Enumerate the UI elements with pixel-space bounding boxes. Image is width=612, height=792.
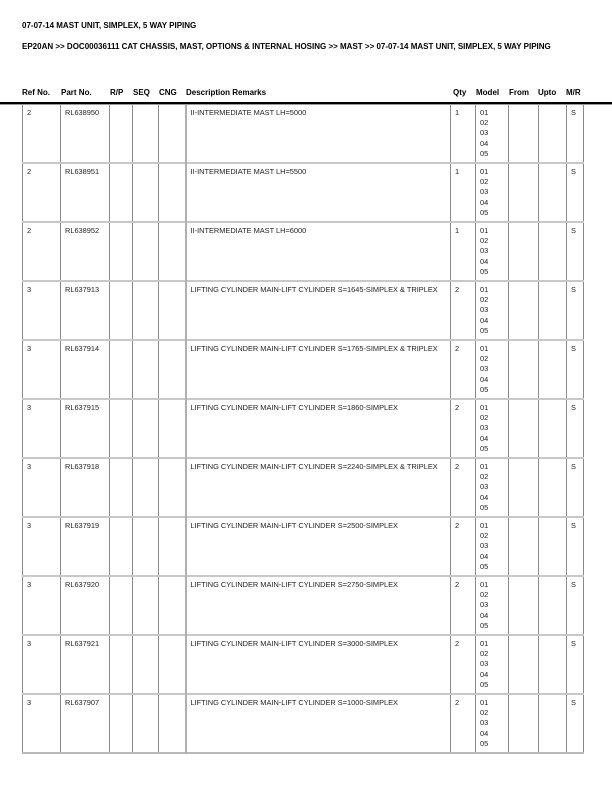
model-code: 05 bbox=[480, 738, 489, 748]
model-code: 05 bbox=[480, 325, 489, 335]
from-cell bbox=[509, 458, 539, 517]
rp-cell bbox=[110, 340, 133, 399]
column-header-from: From bbox=[509, 88, 529, 97]
model-code: 02 bbox=[480, 236, 489, 246]
model-cell bbox=[476, 635, 509, 694]
column-header-cng: CNG bbox=[159, 88, 177, 97]
cng-cell bbox=[159, 222, 186, 281]
model-code: 02 bbox=[480, 118, 489, 128]
model-code: 04 bbox=[480, 433, 489, 443]
from-cell bbox=[509, 517, 539, 576]
model-code: 02 bbox=[480, 649, 489, 659]
model-code: 01 bbox=[480, 521, 489, 530]
model-code: 04 bbox=[480, 551, 489, 561]
from-cell bbox=[509, 635, 539, 694]
mr-cell: S bbox=[567, 694, 584, 753]
table-row bbox=[23, 222, 584, 281]
description-cell: II-INTERMEDIATE MAST LH=5000 bbox=[186, 105, 451, 163]
description-cell: LIFTING CYLINDER MAIN-LIFT CYLINDER S=2500-SIMPLEX bbox=[186, 517, 451, 576]
mr-cell: S bbox=[567, 458, 584, 517]
ref-no-cell: 2 bbox=[23, 105, 61, 163]
mr-cell: S bbox=[567, 576, 584, 635]
cng-cell bbox=[159, 517, 186, 576]
model-code: 01 bbox=[480, 226, 489, 235]
table-row bbox=[23, 576, 584, 635]
upto-cell bbox=[539, 340, 567, 399]
model-code: 03 bbox=[480, 659, 489, 669]
model-code: 01 bbox=[480, 167, 489, 176]
upto-cell bbox=[539, 694, 567, 753]
part-no-cell: RL637907 bbox=[61, 694, 110, 753]
parts-table bbox=[22, 105, 584, 754]
qty-cell: 2 bbox=[451, 458, 476, 517]
seq-cell bbox=[133, 635, 159, 694]
ref-no-cell: 3 bbox=[23, 340, 61, 399]
ref-no-cell: 3 bbox=[23, 635, 61, 694]
model-code: 05 bbox=[480, 207, 489, 217]
ref-no-cell: 3 bbox=[23, 399, 61, 458]
ref-no-cell: 3 bbox=[23, 281, 61, 340]
from-cell bbox=[509, 399, 539, 458]
model-code: 04 bbox=[480, 492, 489, 502]
model-code: 05 bbox=[480, 620, 489, 630]
qty-cell: 2 bbox=[451, 694, 476, 753]
model-code: 03 bbox=[480, 600, 489, 610]
from-cell bbox=[509, 105, 539, 163]
part-no-cell: RL637914 bbox=[61, 340, 110, 399]
table-row bbox=[23, 163, 584, 222]
model-code: 02 bbox=[480, 472, 489, 482]
model-code: 02 bbox=[480, 354, 489, 364]
model-cell bbox=[476, 399, 509, 458]
model-code: 01 bbox=[480, 285, 489, 294]
ref-no-cell: 3 bbox=[23, 458, 61, 517]
model-code: 05 bbox=[480, 148, 489, 158]
ref-no-cell: 2 bbox=[23, 222, 61, 281]
mr-cell: S bbox=[567, 281, 584, 340]
model-code: 01 bbox=[480, 403, 489, 412]
model-code: 05 bbox=[480, 561, 489, 571]
description-cell: LIFTING CYLINDER MAIN-LIFT CYLINDER S=1860-SIMPLEX bbox=[186, 399, 451, 458]
qty-cell: 2 bbox=[451, 576, 476, 635]
model-code: 01 bbox=[480, 698, 489, 707]
model-code: 04 bbox=[480, 374, 489, 384]
rp-cell bbox=[110, 458, 133, 517]
table-row bbox=[23, 517, 584, 576]
model-cell bbox=[476, 105, 509, 163]
qty-cell: 1 bbox=[451, 163, 476, 222]
model-code: 01 bbox=[480, 462, 489, 471]
rp-cell bbox=[110, 105, 133, 163]
model-cell bbox=[476, 163, 509, 222]
model-code: 02 bbox=[480, 708, 489, 718]
model-code: 03 bbox=[480, 718, 489, 728]
seq-cell bbox=[133, 576, 159, 635]
model-code: 03 bbox=[480, 364, 489, 374]
mr-cell: S bbox=[567, 340, 584, 399]
table-row bbox=[23, 281, 584, 340]
column-header-upto: Upto bbox=[538, 88, 557, 97]
model-code: 03 bbox=[480, 128, 489, 138]
seq-cell bbox=[133, 340, 159, 399]
description-cell: LIFTING CYLINDER MAIN-LIFT CYLINDER S=1645-SIMPLEX & TRIPLEX bbox=[186, 281, 451, 340]
model-cell bbox=[476, 576, 509, 635]
description-cell: II-INTERMEDIATE MAST LH=6000 bbox=[186, 222, 451, 281]
model-code: 02 bbox=[480, 413, 489, 423]
table-row bbox=[23, 458, 584, 517]
from-cell bbox=[509, 163, 539, 222]
qty-cell: 2 bbox=[451, 635, 476, 694]
model-code: 04 bbox=[480, 728, 489, 738]
model-code: 01 bbox=[480, 580, 489, 589]
mr-cell: S bbox=[567, 105, 584, 163]
description-cell: LIFTING CYLINDER MAIN-LIFT CYLINDER S=1765-SIMPLEX & TRIPLEX bbox=[186, 340, 451, 399]
cng-cell bbox=[159, 281, 186, 340]
column-header-rp: R/P bbox=[110, 88, 124, 97]
model-code: 04 bbox=[480, 669, 489, 679]
mr-cell: S bbox=[567, 635, 584, 694]
table-row bbox=[23, 399, 584, 458]
cng-cell bbox=[159, 458, 186, 517]
table-row bbox=[23, 694, 584, 753]
cng-cell bbox=[159, 694, 186, 753]
part-no-cell: RL637920 bbox=[61, 576, 110, 635]
description-cell: LIFTING CYLINDER MAIN-LIFT CYLINDER S=3000-SIMPLEX bbox=[186, 635, 451, 694]
qty-cell: 2 bbox=[451, 399, 476, 458]
mr-cell: S bbox=[567, 163, 584, 222]
cng-cell bbox=[159, 105, 186, 163]
mr-cell: S bbox=[567, 399, 584, 458]
model-cell bbox=[476, 281, 509, 340]
model-cell bbox=[476, 517, 509, 576]
model-code: 04 bbox=[480, 197, 489, 207]
cng-cell bbox=[159, 340, 186, 399]
upto-cell bbox=[539, 163, 567, 222]
rp-cell bbox=[110, 281, 133, 340]
qty-cell: 2 bbox=[451, 281, 476, 340]
from-cell bbox=[509, 694, 539, 753]
model-code: 05 bbox=[480, 502, 489, 512]
seq-cell bbox=[133, 281, 159, 340]
part-no-cell: RL638951 bbox=[61, 163, 110, 222]
model-code: 01 bbox=[480, 344, 489, 353]
model-code: 05 bbox=[480, 266, 489, 276]
part-no-cell: RL638952 bbox=[61, 222, 110, 281]
model-code: 01 bbox=[480, 639, 489, 648]
part-no-cell: RL637919 bbox=[61, 517, 110, 576]
mr-cell: S bbox=[567, 222, 584, 281]
model-code: 02 bbox=[480, 177, 489, 187]
cng-cell bbox=[159, 576, 186, 635]
seq-cell bbox=[133, 163, 159, 222]
upto-cell bbox=[539, 635, 567, 694]
model-code: 04 bbox=[480, 138, 489, 148]
page-title: 07-07-14 MAST UNIT, SIMPLEX, 5 WAY PIPING bbox=[22, 21, 197, 30]
from-cell bbox=[509, 281, 539, 340]
part-no-cell: RL637918 bbox=[61, 458, 110, 517]
model-code: 05 bbox=[480, 384, 489, 394]
model-code: 04 bbox=[480, 256, 489, 266]
parts-table-body bbox=[23, 105, 584, 753]
upto-cell bbox=[539, 517, 567, 576]
seq-cell bbox=[133, 694, 159, 753]
column-header-part-no: Part No. bbox=[61, 88, 92, 97]
model-code: 02 bbox=[480, 295, 489, 305]
rp-cell bbox=[110, 635, 133, 694]
column-header-model: Model bbox=[476, 88, 500, 97]
part-no-cell: RL637913 bbox=[61, 281, 110, 340]
table-row bbox=[23, 105, 584, 163]
qty-cell: 1 bbox=[451, 222, 476, 281]
table-row bbox=[23, 340, 584, 399]
ref-no-cell: 3 bbox=[23, 517, 61, 576]
model-code: 05 bbox=[480, 679, 489, 689]
column-header-seq: SEQ bbox=[133, 88, 150, 97]
model-code: 03 bbox=[480, 541, 489, 551]
part-no-cell: RL637921 bbox=[61, 635, 110, 694]
rp-cell bbox=[110, 517, 133, 576]
upto-cell bbox=[539, 281, 567, 340]
model-cell bbox=[476, 458, 509, 517]
seq-cell bbox=[133, 517, 159, 576]
rp-cell bbox=[110, 163, 133, 222]
part-no-cell: RL637915 bbox=[61, 399, 110, 458]
column-header-description: Description Remarks bbox=[186, 88, 267, 97]
model-cell bbox=[476, 340, 509, 399]
column-header-qty: Qty bbox=[453, 88, 467, 97]
description-cell: LIFTING CYLINDER MAIN-LIFT CYLINDER S=2750-SIMPLEX bbox=[186, 576, 451, 635]
ref-no-cell: 2 bbox=[23, 163, 61, 222]
model-cell bbox=[476, 694, 509, 753]
description-cell: LIFTING CYLINDER MAIN-LIFT CYLINDER S=2240-SIMPLEX & TRIPLEX bbox=[186, 458, 451, 517]
rp-cell bbox=[110, 576, 133, 635]
model-code: 03 bbox=[480, 187, 489, 197]
seq-cell bbox=[133, 458, 159, 517]
upto-cell bbox=[539, 222, 567, 281]
upto-cell bbox=[539, 576, 567, 635]
upto-cell bbox=[539, 399, 567, 458]
table-header bbox=[0, 87, 612, 101]
ref-no-cell: 3 bbox=[23, 694, 61, 753]
breadcrumb: EP20AN >> DOC00036111 CAT CHASSIS, MAST, OPTIONS & INTERNAL HOSING >> MAST >> 07-07-14 MAST UNIT, SIMPLEX, 5 WAY PIPING bbox=[22, 42, 551, 51]
model-code: 01 bbox=[480, 108, 489, 117]
column-header-ref-no: Ref No. bbox=[22, 88, 50, 97]
cng-cell bbox=[159, 163, 186, 222]
seq-cell bbox=[133, 399, 159, 458]
cng-cell bbox=[159, 635, 186, 694]
from-cell bbox=[509, 340, 539, 399]
qty-cell: 2 bbox=[451, 517, 476, 576]
cng-cell bbox=[159, 399, 186, 458]
model-code: 03 bbox=[480, 305, 489, 315]
model-code: 03 bbox=[480, 482, 489, 492]
model-cell bbox=[476, 222, 509, 281]
qty-cell: 2 bbox=[451, 340, 476, 399]
model-code: 04 bbox=[480, 610, 489, 620]
table-row bbox=[23, 635, 584, 694]
rp-cell bbox=[110, 222, 133, 281]
model-code: 04 bbox=[480, 315, 489, 325]
model-code: 02 bbox=[480, 590, 489, 600]
upto-cell bbox=[539, 458, 567, 517]
from-cell bbox=[509, 576, 539, 635]
upto-cell bbox=[539, 105, 567, 163]
rp-cell bbox=[110, 399, 133, 458]
description-cell: II-INTERMEDIATE MAST LH=5500 bbox=[186, 163, 451, 222]
rp-cell bbox=[110, 694, 133, 753]
model-code: 05 bbox=[480, 443, 489, 453]
from-cell bbox=[509, 222, 539, 281]
qty-cell: 1 bbox=[451, 105, 476, 163]
mr-cell: S bbox=[567, 517, 584, 576]
model-code: 03 bbox=[480, 246, 489, 256]
column-header-mr: M/R bbox=[566, 88, 581, 97]
part-no-cell: RL638950 bbox=[61, 105, 110, 163]
seq-cell bbox=[133, 222, 159, 281]
seq-cell bbox=[133, 105, 159, 163]
model-code: 02 bbox=[480, 531, 489, 541]
ref-no-cell: 3 bbox=[23, 576, 61, 635]
description-cell: LIFTING CYLINDER MAIN-LIFT CYLINDER S=1000-SIMPLEX bbox=[186, 694, 451, 753]
model-code: 03 bbox=[480, 423, 489, 433]
